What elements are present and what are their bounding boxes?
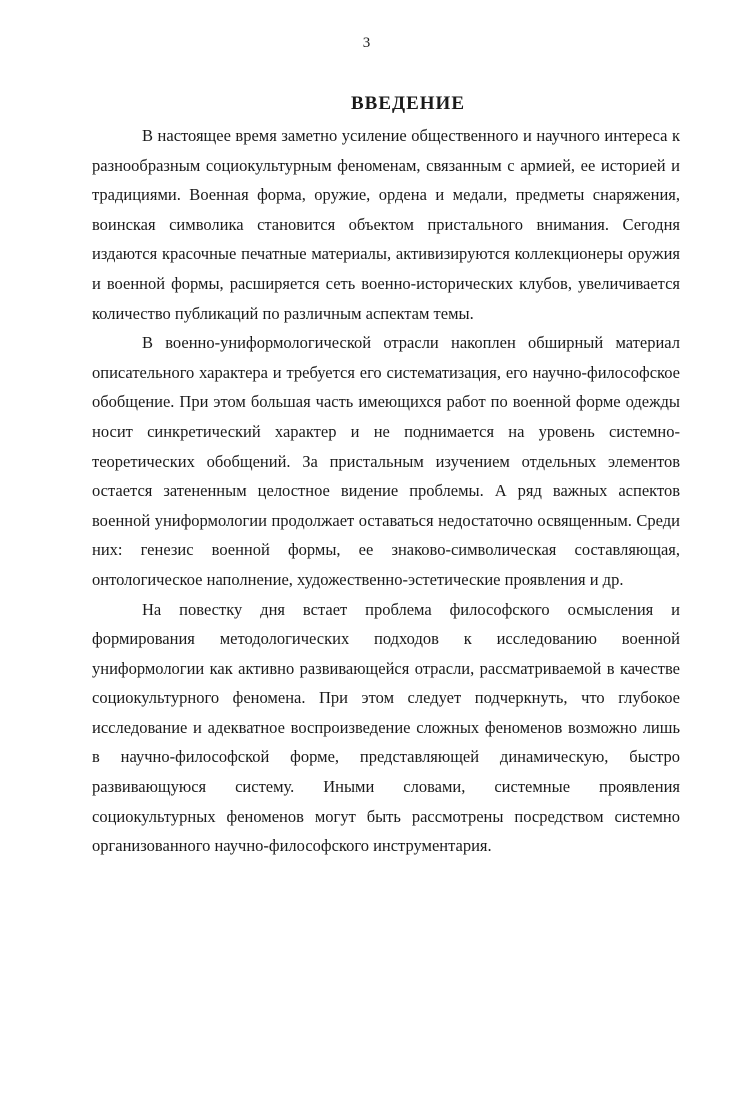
paragraph-1: В настоящее время заметно усиление общественного и научного интереса к разнообразным социокультурным феноменам, связанным с армией, ее историей и традициями. Военная форма, оружие, ордена и медали, предметы снаряжения, воинская символика становится объектом пристального внимания. Сегодня издаются красочные печатные материалы, активизируются коллекционеры оружия и военной формы, расширяется сеть военно-исторических клубов, увеличивается количество публикаций по различным аспектам темы. (92, 126, 680, 323)
paragraph-3: На повестку дня встает проблема философского осмысления и формирования методологических подходов к исследованию военной униформологии как активно развивающейся отрасли, рассматриваемой в качестве социокультурного феномена. При этом следует подчеркнуть, что глубокое исследование и адекватное воспроизведение сложных феноменов возможно лишь в научно-философской форме, представляющей динамическую, быстро развивающуюся систему. Иными словами, системные проявления социокультурных феноменов могут быть рассмотрены посредством системно организованного научно-философского инструментария. (92, 599, 680, 856)
page-number: 3 (362, 35, 371, 51)
paragraph-2: В военно-униформологической отрасли накоплен обширный материал описательного характера и требуется его систематизация, его научно-философское обобщение. При этом большая часть имеющихся работ по военной форме одежды носит синкретический характер и не поднимается на уровень системно-теоретических обобщений. За пристальным изучением отдельных элементов остается затененным целостное видение проблемы. А ряд важных аспектов военной униформологии продолжает оставаться недостаточно освященным. Среди них: генезис военной формы, ее знаково-символическая составляющая, онтологическое наполнение, художественно-эстетические проявления и др. (92, 333, 680, 589)
body-text (92, 121, 680, 861)
page-title: ВВЕДЕНИЕ (351, 93, 465, 114)
